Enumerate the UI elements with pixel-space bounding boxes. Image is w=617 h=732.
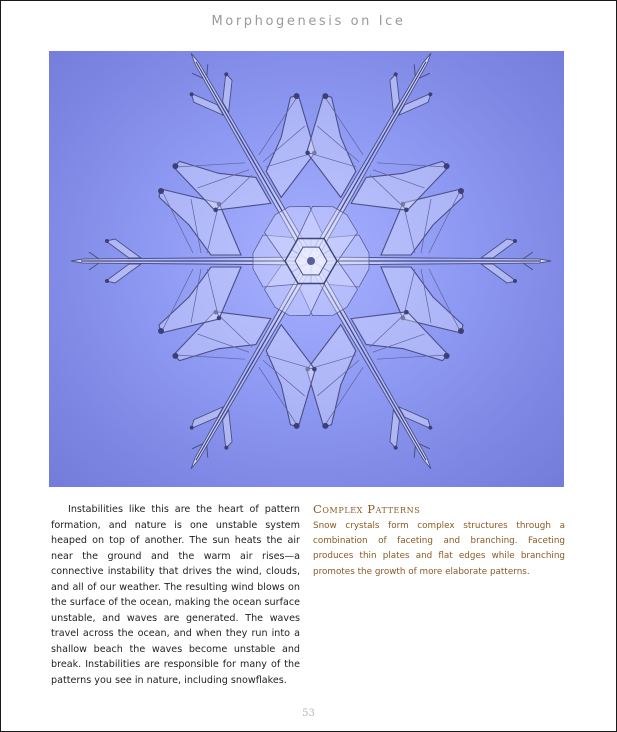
sidebar-title: Complex Patterns xyxy=(313,502,421,516)
page-number: 53 xyxy=(302,708,315,719)
sidebar xyxy=(313,502,565,580)
snowflake-photo xyxy=(49,51,564,487)
sidebar-text: Snow crystals form complex structures through a combination of faceting and branching. Faceting produces thin plates and flat edges while branching promotes the growth of more elaborate patterns. xyxy=(313,521,565,577)
running-head: Morphogenesis on Ice xyxy=(211,14,406,29)
snowflake-icon xyxy=(49,51,564,487)
body-paragraph: Instabilities like this are the heart of pattern formation, and nature is one unstable system heaped on top of another. The sun heats the air near the ground and the warm air rises—a connective instability that drives the wind, clouds, and all of our weather. The resulting wind blows on the surface of the ocean, making the ocean surface unstable, and waves are generated. The waves travel across the ocean, and when they run into a shallow beach the waves become unstable and break. Instabilities are responsible for many of the patterns you see in nature, including snowflakes. xyxy=(51,504,300,686)
